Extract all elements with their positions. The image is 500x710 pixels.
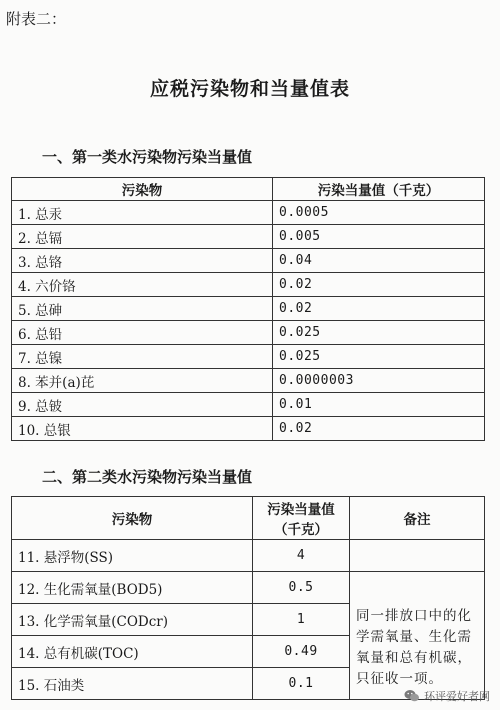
watermark [404, 688, 490, 704]
value-cell: 0.02 [273, 417, 485, 441]
table-header-row [12, 178, 485, 201]
pollutant-cell: 13. 化学需氧量(CODcr) [12, 604, 253, 636]
column-header-remarks: 备注 [350, 497, 485, 540]
remarks-empty-cell [350, 540, 485, 572]
value-cell: 0.5 [253, 572, 350, 604]
wechat-icon [404, 689, 420, 703]
value-cell: 0.04 [273, 249, 485, 273]
section2-heading: 二、第二类水污染物污染当量值 [42, 468, 253, 486]
table-row [12, 297, 485, 321]
section1-heading: 一、第一类水污染物污染当量值 [42, 148, 253, 166]
class2-pollutant-table [11, 496, 485, 700]
pollutant-cell: 8. 苯并(a)芘 [12, 369, 273, 393]
value-cell: 0.02 [273, 273, 485, 297]
value-cell: 0.025 [273, 345, 485, 369]
table-row [12, 417, 485, 441]
table-row [12, 321, 485, 345]
table-row [12, 369, 485, 393]
pollutant-cell: 4. 六价铬 [12, 273, 273, 297]
value-cell: 0.005 [273, 225, 485, 249]
pollutant-cell: 1. 总汞 [12, 201, 273, 225]
column-header-equivalent: 污染当量值（千克） [273, 178, 485, 201]
value-cell: 1 [253, 604, 350, 636]
table-row [12, 249, 485, 273]
table-row [12, 201, 485, 225]
watermark-text: 环评爱好者网 [424, 690, 490, 703]
page-title: 应税污染物和当量值表 [149, 78, 350, 100]
pollutant-cell: 3. 总铬 [12, 249, 273, 273]
value-cell: 0.0005 [273, 201, 485, 225]
table-row [12, 393, 485, 417]
remarks-note: 同一排放口中的化学需氧量、生化需氧量和总有机碳，只征收一项。 [350, 572, 485, 700]
column-header-pollutant: 污染物 [12, 497, 253, 540]
value-cell: 0.0000003 [273, 369, 485, 393]
pollutant-cell: 6. 总铅 [12, 321, 273, 345]
table-row [12, 225, 485, 249]
value-cell: 0.02 [273, 297, 485, 321]
value-cell: 0.49 [253, 636, 350, 668]
pollutant-cell: 7. 总镍 [12, 345, 273, 369]
pollutant-cell: 15. 石油类 [12, 668, 253, 700]
pollutant-cell: 10. 总银 [12, 417, 273, 441]
table-row [12, 345, 485, 369]
table-row [12, 572, 485, 604]
annex-label: 附表二： [6, 10, 67, 28]
value-cell: 0.025 [273, 321, 485, 345]
pollutant-cell: 12. 生化需氧量(BOD5) [12, 572, 253, 604]
pollutant-cell: 9. 总铍 [12, 393, 273, 417]
value-cell: 4 [253, 540, 350, 572]
value-cell: 0.1 [253, 668, 350, 700]
class1-pollutant-table [11, 177, 485, 441]
pollutant-cell: 11. 悬浮物(SS) [12, 540, 253, 572]
table-header-row [12, 497, 485, 540]
table-row [12, 540, 485, 572]
column-header-pollutant: 污染物 [12, 178, 273, 201]
pollutant-cell: 2. 总镉 [12, 225, 273, 249]
value-cell: 0.01 [273, 393, 485, 417]
table-row [12, 273, 485, 297]
pollutant-cell: 5. 总砷 [12, 297, 273, 321]
pollutant-cell: 14. 总有机碳(TOC) [12, 636, 253, 668]
column-header-equivalent: 污染当量值（千克） [253, 497, 350, 540]
